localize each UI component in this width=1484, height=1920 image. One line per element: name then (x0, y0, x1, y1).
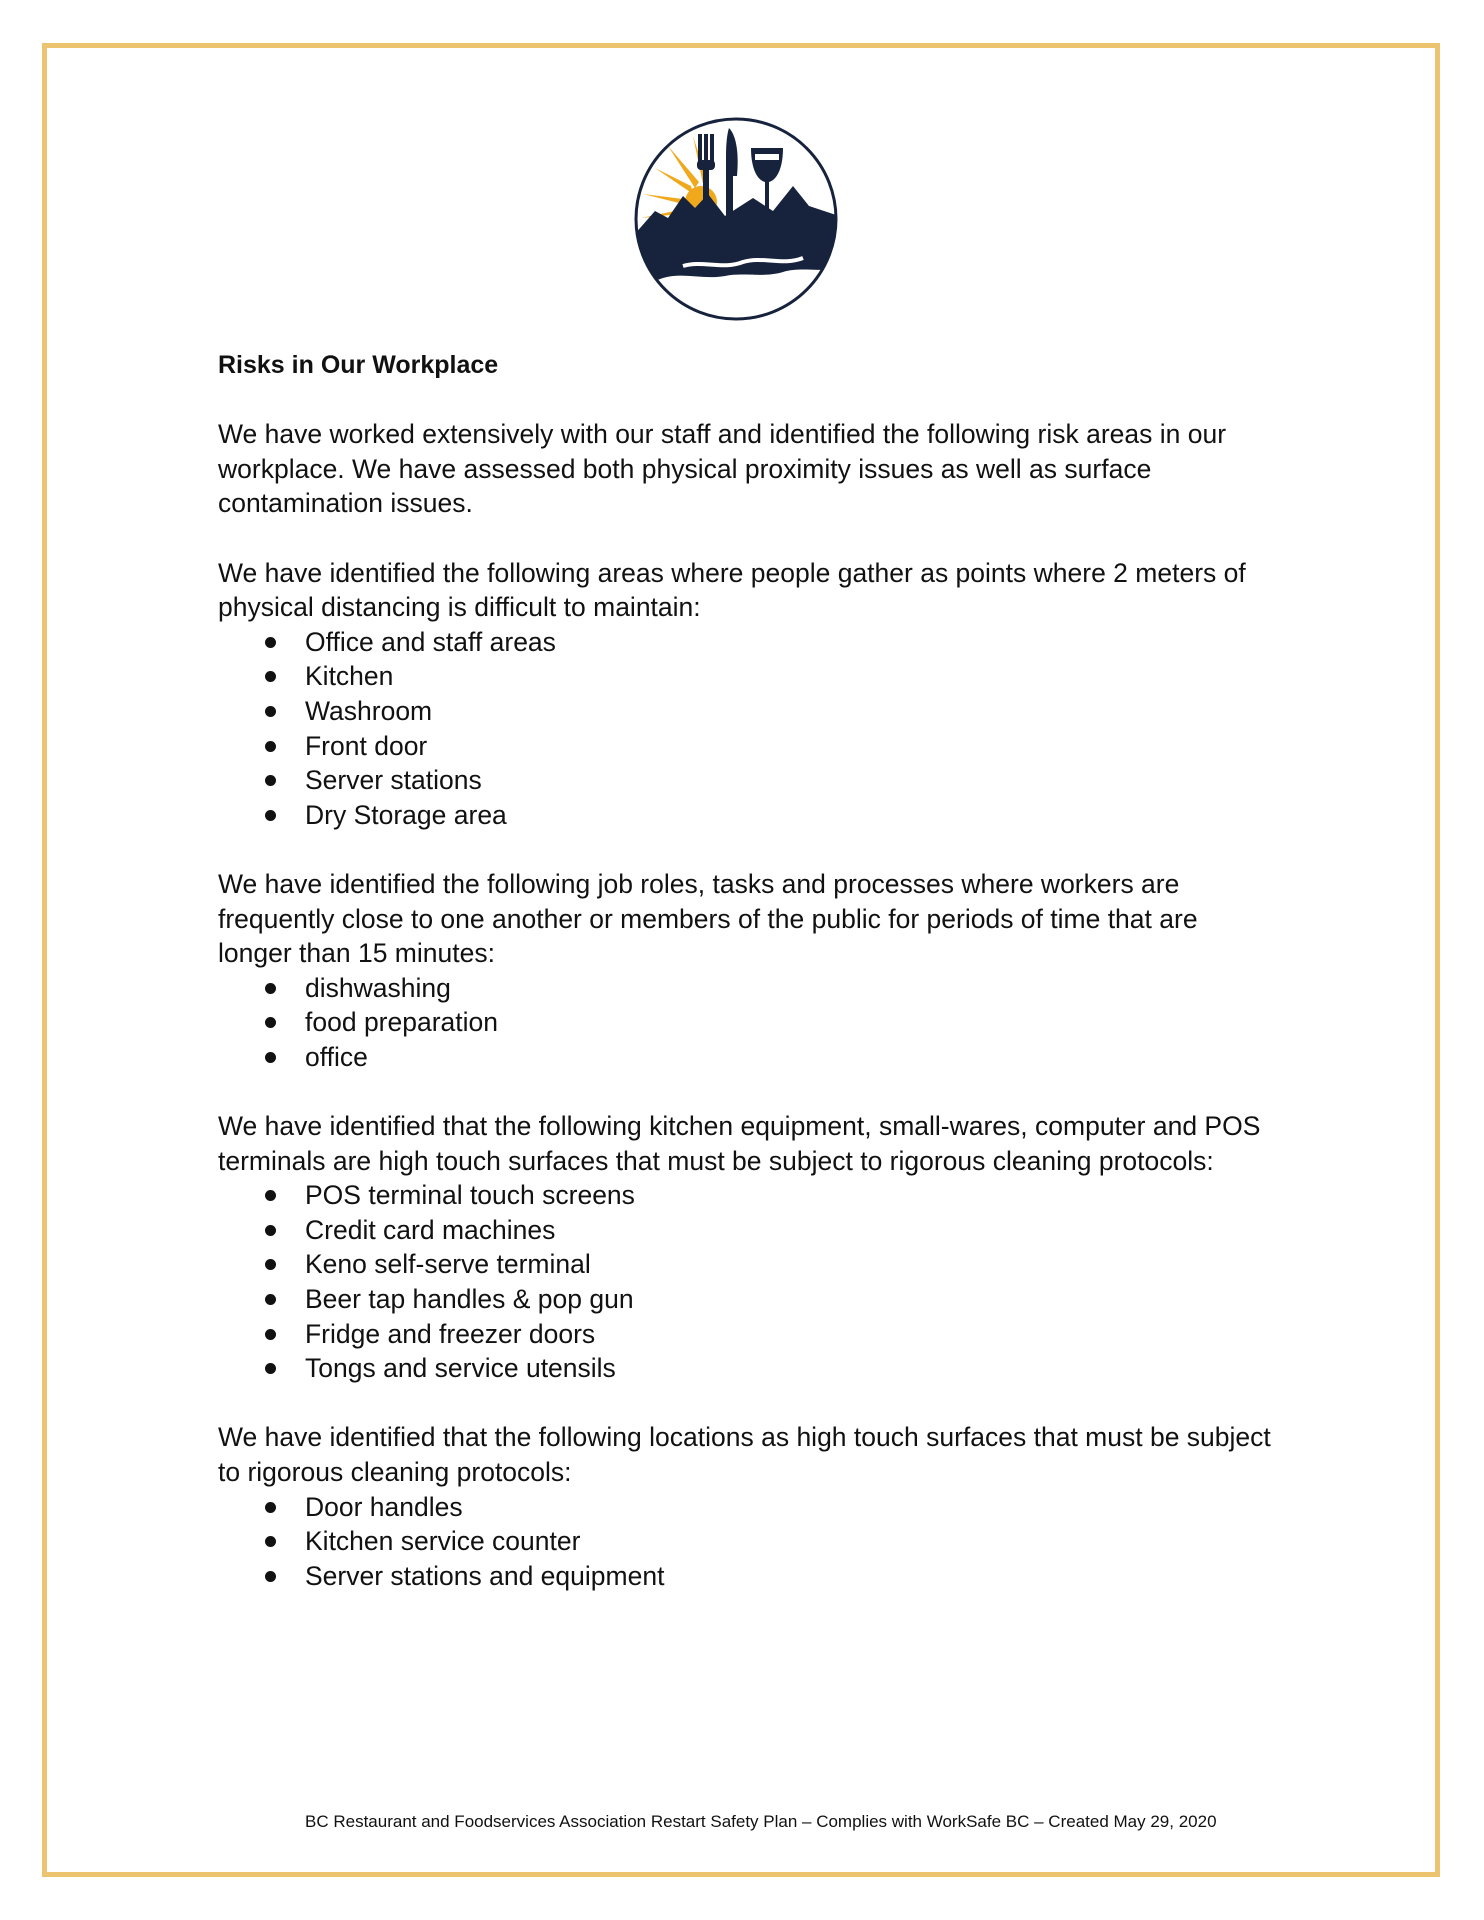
equipment-surfaces-list (218, 1178, 1278, 1386)
bullet-icon (265, 1259, 276, 1270)
bullet-icon (265, 1017, 276, 1028)
job-roles-list (218, 971, 1278, 1075)
document-body (218, 348, 1278, 1628)
page-footer: BC Restaurant and Foodservices Association Restart Safety Plan – Complies with WorkSafe BC – Created May 29, 2020 (305, 1812, 1217, 1831)
equipment-surfaces-paragraph: We have identified that the following kitchen equipment, small-wares, computer and POS terminals are high touch surfaces that must be subject to rigorous cleaning protocols: (218, 1111, 1261, 1176)
list-item: Tongs and service utensils (218, 1351, 1278, 1386)
gathering-areas-section (218, 556, 1278, 833)
list-item: POS terminal touch screens (218, 1178, 1278, 1213)
list-item: Front door (218, 729, 1278, 764)
bullet-icon (265, 671, 276, 682)
list-item: Door handles (218, 1490, 1278, 1525)
location-surfaces-list (218, 1490, 1278, 1594)
list-item: Server stations and equipment (218, 1559, 1278, 1594)
bullet-icon (265, 775, 276, 786)
list-item: Kitchen service counter (218, 1524, 1278, 1559)
list-item: Fridge and freezer doors (218, 1317, 1278, 1352)
intro-paragraph: We have worked extensively with our staff and identified the following risk areas in our workplace. We have assessed both physical proximity issues as well as surface contamination issues. (218, 419, 1227, 519)
equipment-surfaces-section (218, 1109, 1278, 1386)
location-surfaces-paragraph: We have identified that the following locations as high touch surfaces that must be subject to rigorous cleaning protocols: (218, 1422, 1271, 1487)
list-item: food preparation (218, 1005, 1278, 1040)
list-item: Office and staff areas (218, 625, 1278, 660)
bullet-icon (265, 1294, 276, 1305)
list-item: Server stations (218, 763, 1278, 798)
bullet-icon (265, 1052, 276, 1063)
bullet-icon (265, 706, 276, 717)
intro-section (218, 417, 1278, 521)
bullet-icon (265, 1571, 276, 1582)
gathering-areas-paragraph: We have identified the following areas where people gather as points where 2 meters of physical distancing is difficult to maintain: (218, 557, 1246, 623)
list-item: Washroom (218, 694, 1278, 729)
bullet-icon (265, 1363, 276, 1374)
bullet-icon (265, 741, 276, 752)
page-title: Risks in Our Workplace (218, 351, 499, 379)
bullet-icon (265, 1536, 276, 1547)
bullet-icon (265, 1225, 276, 1236)
bullet-icon (265, 983, 276, 994)
bullet-icon (265, 1190, 276, 1201)
job-roles-section (218, 867, 1278, 1075)
location-surfaces-section (218, 1420, 1278, 1593)
job-roles-paragraph: We have identified the following job roles, tasks and processes where workers are frequently close to one another or members of the public for periods of time that are longer than 15 minutes: (218, 868, 1198, 969)
list-item: Kitchen (218, 659, 1278, 694)
bullet-icon (265, 1329, 276, 1340)
bullet-icon (265, 810, 276, 821)
list-item: Beer tap handles & pop gun (218, 1282, 1278, 1317)
bullet-icon (265, 1502, 276, 1513)
gathering-areas-list (218, 625, 1278, 833)
restaurant-logo-icon (633, 116, 839, 322)
list-item: Dry Storage area (218, 798, 1278, 833)
list-item: Credit card machines (218, 1213, 1278, 1248)
list-item: office (218, 1040, 1278, 1075)
bullet-icon (265, 637, 276, 648)
list-item: Keno self-serve terminal (218, 1247, 1278, 1282)
list-item: dishwashing (218, 971, 1278, 1006)
